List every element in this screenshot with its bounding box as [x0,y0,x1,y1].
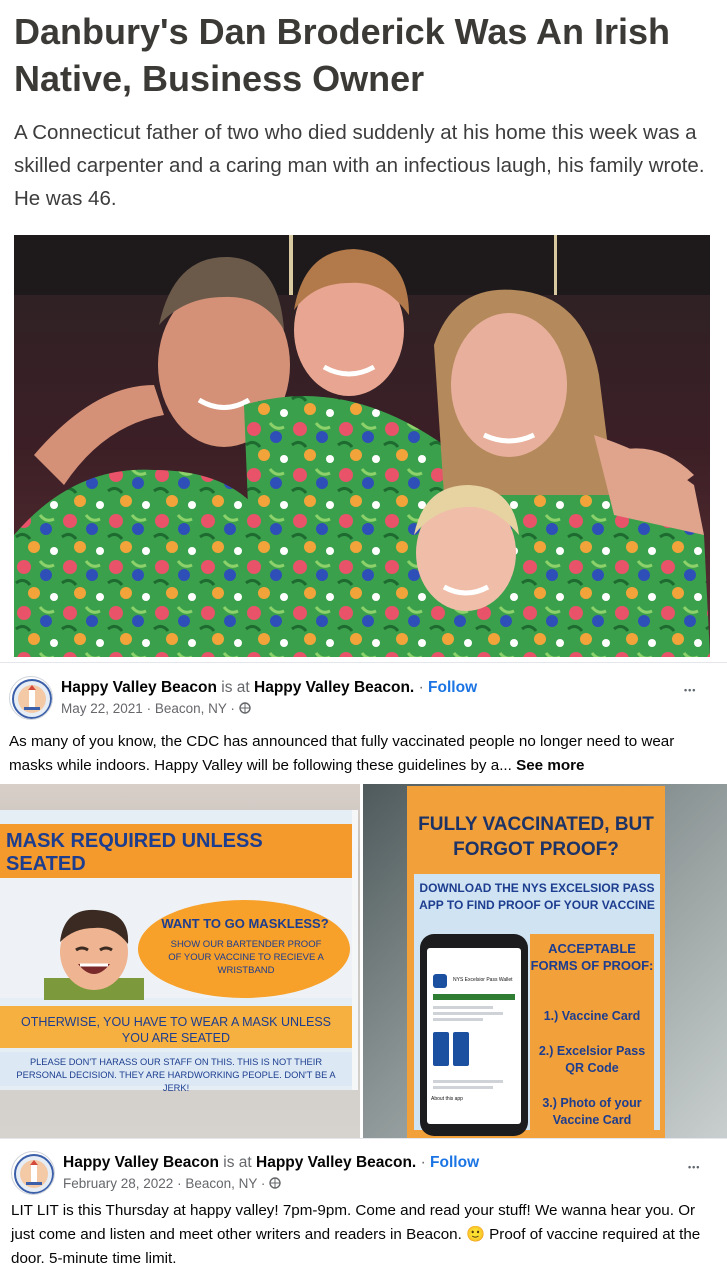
proof-item: 2.) Excelsior Pass QR Code [538,1044,646,1075]
post-header [63,1154,479,1172]
post-place: Beacon, NY [154,701,227,716]
author-name[interactable]: Happy Valley Beacon [61,679,217,696]
article-summary: A Connecticut father of two who died suddenly at his home this week was a skilled carpenter and a caring man with an infectious laugh, his family wrote. He was 46. [14,121,705,210]
more-options-icon[interactable]: ••• [684,685,697,695]
highlighted-text: Proof of vaccine required at the door. [11,1226,701,1267]
acceptable-forms-heading: ACCEPTABLE FORMS OF PROOF: [530,941,654,973]
post-meta: February 28, 2022 · Beacon, NY · [63,1176,281,1191]
location-name[interactable]: Happy Valley Beacon. [254,679,415,696]
follow-button[interactable]: Follow [430,1154,480,1171]
location-name[interactable]: Happy Valley Beacon. [256,1154,417,1171]
author-name[interactable]: Happy Valley Beacon [63,1154,219,1171]
vaccine-sign-header: FULLY VACCINATED, BUT FORGOT PROOF? [418,814,654,860]
post-photos[interactable] [0,784,727,1138]
photo-divider [360,784,363,1138]
is-at-text: is at [221,679,250,696]
laughing-kid-image [44,900,144,1000]
post-header [61,679,477,697]
post-place: Beacon, NY [185,1176,258,1191]
is-at-text: is at [223,1154,252,1171]
globe-icon [239,702,251,714]
separator: · [420,1154,426,1171]
post-body: LIT LIT is this Thursday at happy valley! 7pm-9pm. Come and read your stuff! We wanna hear you. Or just come and listen and meet other writers and readers in Beacon. 🙂 [11,1202,696,1243]
post-body-end: 5-minute time limit. [49,1250,177,1267]
page-avatar[interactable] [9,676,53,720]
post-text [9,730,709,778]
post-meta: May 22, 2021 · Beacon, NY · [61,701,251,716]
otherwise-text: OTHERWISE, YOU HAVE TO WEAR A MASK UNLESS YOU ARE SEATED [20,1015,332,1045]
facebook-post-2 [0,1138,727,1280]
proof-item: 1.) Vaccine Card [543,1009,641,1023]
more-options-icon[interactable]: ••• [688,1162,701,1172]
globe-icon [269,1177,281,1189]
maskless-subtext: SHOW OUR BARTENDER PROOF OF YOUR VACCINE TO RECIEVE A WRISTBAND [168,939,324,976]
post-body: As many of you know, the CDC has announced that fully vaccinated people no longer need to wear masks while indoors. Happy Valley will be following these guidelines by a... [9,733,675,774]
page-avatar[interactable] [11,1151,55,1195]
article-title[interactable]: Danbury's Dan Broderick Was An Irish Native, Business Owner [14,11,671,99]
mask-sign[interactable] [0,810,358,1093]
phone-app-title: NYS Excelsior Pass Wallet [453,977,513,983]
harass-warning-text: PLEASE DON'T HARASS OUR STAFF ON THIS. THIS IS NOT THEIR PERSONAL DECISION. THEY ARE HARDWORKING PEOPLE. DON'T BE A JERK! [16,1057,336,1093]
post-date[interactable]: May 22, 2021 [61,701,143,716]
facebook-post-1 [0,662,727,784]
download-app-text: DOWNLOAD THE NYS EXCELSIOR PASS APP TO FIND PROOF OF YOUR VACCINE [419,881,655,912]
post-text [11,1199,715,1271]
see-more-link[interactable]: See more [516,757,585,774]
mask-sign-header: MASK REQUIRED UNLESS SEATED [6,830,263,875]
follow-button[interactable]: Follow [428,679,478,696]
post-date[interactable]: February 28, 2022 [63,1176,174,1191]
proof-item: 3.) Photo of your Vaccine Card [542,1096,642,1127]
maskless-title: WANT TO GO MASKLESS? [161,916,329,931]
separator: · [418,679,424,696]
family-photo[interactable] [14,235,710,657]
phone-about-label: About this app [431,1096,463,1102]
